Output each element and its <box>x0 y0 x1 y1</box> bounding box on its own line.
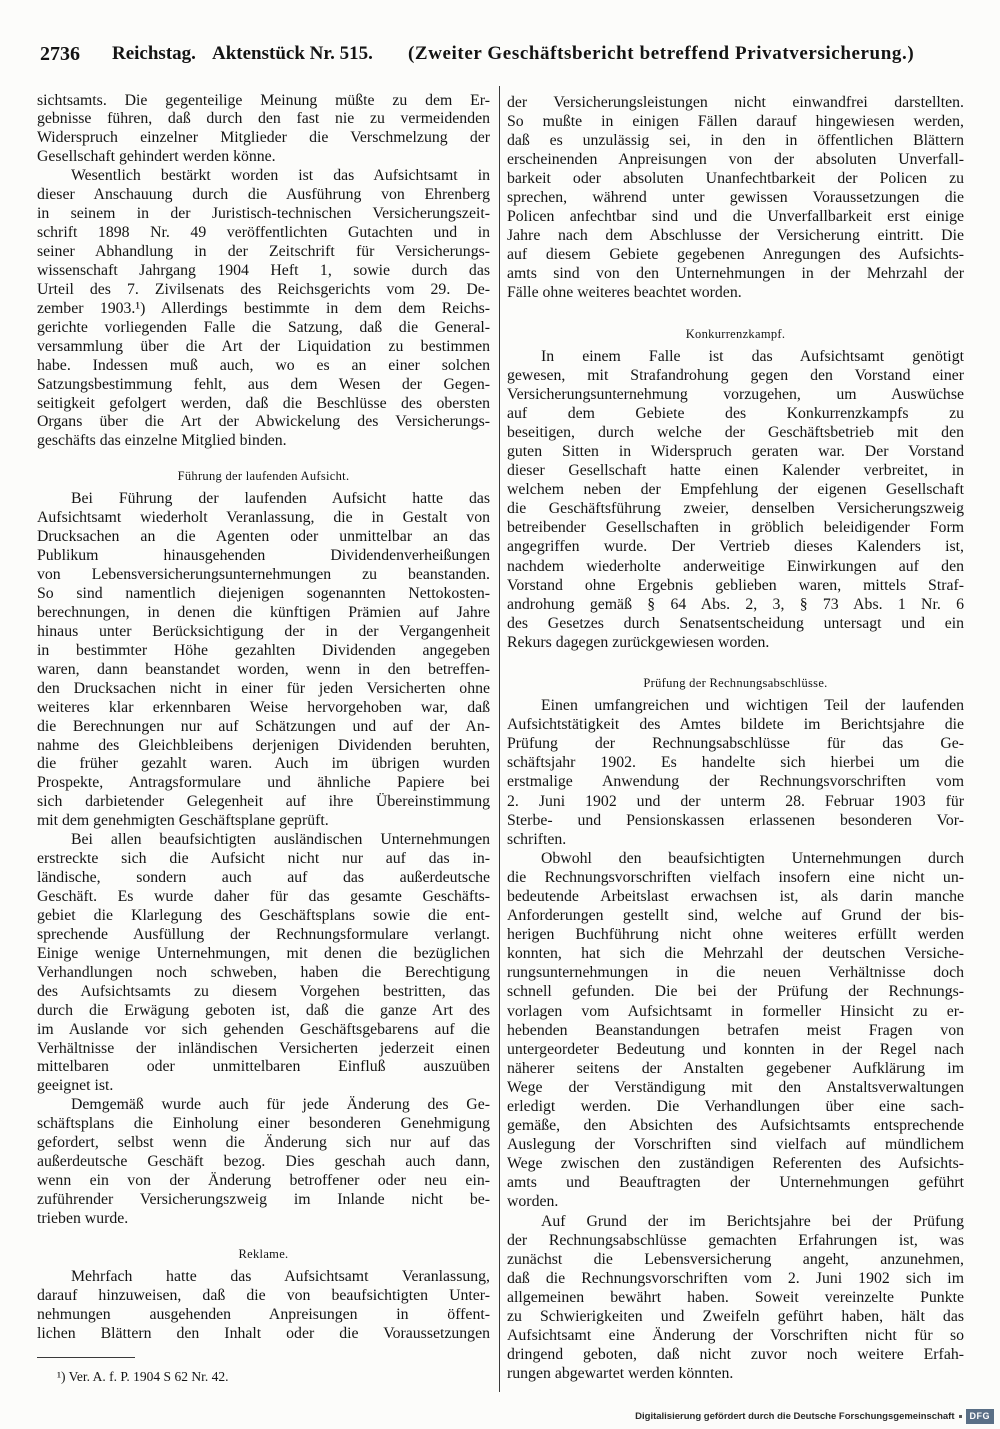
text-line: die Rechnungsvorschriften vielfach insofern eine nicht un- <box>507 868 964 886</box>
text-line: darauf hinzuweisen, daß die von beaufsichtigten Unter- <box>37 1286 490 1304</box>
text-line: rungsunternehmungen in die neuen Verhältnisse doch <box>507 964 964 982</box>
text-line: im Auslande vor sich gehenden Geschäftsgebarens auf die <box>37 1020 490 1038</box>
section-heading: Führung der laufenden Aufsicht. <box>177 469 350 484</box>
paragraph <box>507 93 964 303</box>
paragraph <box>507 849 964 1212</box>
text-line: Aufsichtstätigkeit des Amtes bildete im Berichtsjahre die <box>507 716 964 734</box>
text-line: Einen umfangreichen und wichtigen Teil der laufenden <box>541 697 964 715</box>
text-line: weiteres klar erkennbaren Weise hervorgehoben war, daß <box>37 698 490 716</box>
text-line: zu Schwierigkeiten und Zweifeln geführt haben, hält das <box>507 1308 964 1326</box>
text-line: die Geschäftsführung zweier, denselben Versicherungszweig <box>507 500 964 518</box>
text-line: So mußte in einigen Fällen darauf hingewiesen werden, <box>507 112 964 130</box>
section <box>507 652 964 1383</box>
text-line: Mehrfach hatte das Aufsichtsamt Veranlassung, <box>71 1267 490 1285</box>
section-heading: Prüfung der Rechnungsabschlüsse. <box>643 676 828 691</box>
text-line: der Rechnungsabschlüsse gemachten Erfahrungen ist, was <box>507 1231 964 1249</box>
page-number: 2736 <box>40 43 80 65</box>
text-line: sich darbietender Gelegenheit auf ihre Übereinstimmung <box>37 793 490 811</box>
text-line: mit dem genehmigten Geschäftsplane geprüft. <box>37 812 329 830</box>
paragraph <box>507 1212 964 1384</box>
text-line: guten Sitten in Widerspruch geraten war. Der Vorstand <box>507 443 964 460</box>
text-line: 2. Juni 1902 und der unterm 28. Februar 1903 für <box>507 792 964 810</box>
text-line: Wege der Verständigung mit den Anstaltsverwaltungen <box>507 1078 964 1096</box>
text-line: untergeordeter Bedeutung und konnten in der Regel nach <box>507 1040 964 1058</box>
text-line: Vorstand ohne Ergebnis geblieben waren, mittels Straf- <box>507 576 964 594</box>
text-line: wissenschaft Jahrgang 1904 Heft 1, sowie durch das <box>37 261 490 279</box>
footnote-rule <box>37 1357 135 1358</box>
dfg-logo-icon: DFG <box>966 1409 995 1424</box>
text-line: Drucksachen an die Agenten oder unmittelbar an das <box>37 528 490 546</box>
text-line: Obwohl den beaufsichtigten Unternehmungen durch <box>541 849 964 867</box>
text-line: Demgemäß wurde auch für jede Änderung des Ge- <box>71 1096 490 1114</box>
text-line: vorlagen vom Aufsichtsamt in formeller Hinsicht zu er- <box>507 1002 964 1020</box>
text-line: geeignet ist. <box>37 1077 114 1095</box>
text-line: Geschäft. Es wurde daher für das gesamte Geschäfts- <box>37 888 490 905</box>
text-line: betreibender Gesellschaften in gröblich beleidigender Form <box>507 519 964 537</box>
text-line: amts sind von den Unternehmungen in der Mehrzahl der <box>507 265 964 283</box>
text-line: zember 1903.¹) Allerdings bestimmte in dem dem Reichs- <box>37 299 490 317</box>
text-line: Auf Grund der im Berichtsjahre bei der Prüfung <box>541 1212 964 1230</box>
text-line: trieben wurde. <box>37 1209 129 1227</box>
section <box>37 1229 490 1344</box>
section-heading: Reklame. <box>238 1246 289 1261</box>
text-line: Widerspruch einzelner Mitglieder die Verschmelzung der <box>37 129 490 147</box>
text-line: habe. Indessen muß auch, wo es an einer solchen <box>37 356 490 374</box>
text-line: seitigkeit gefolgert werden, daß die Beschlüsse des obersten <box>37 394 490 412</box>
text-line: sprechen, während unter gewissen Voraussetzungen die <box>507 188 964 206</box>
text-line: allgemeinen bewährt haben. Soweit vereinzelte Punkte <box>507 1288 964 1306</box>
text-line: wenn ein von der Änderung betroffener oder neu ein- <box>37 1172 490 1190</box>
text-line: Verhältnisse der inländischen Versicherten jederzeit einen <box>37 1039 490 1057</box>
text-line: außerdeutsche Geschäft bezog. Dies geschah auch dann, <box>37 1153 490 1171</box>
text-line: den Drucksachen nicht in einer für jeden Versicherten ohne <box>37 679 490 697</box>
text-line: gebnisse führen, daß durch den fast nie zu vermeidenden <box>37 110 490 128</box>
text-line: gewesen, mit Strafandrohung gegen den Vorstand einer <box>507 366 964 384</box>
text-line: Organs über die Art der Abwickelung des Versicherungs- <box>37 413 490 431</box>
text-line: Publikum hinausgehenden Dividendenverheißungen <box>37 547 490 565</box>
running-title: Reichstag. <box>112 43 196 64</box>
text-line: zuführender Versicherungszweig im Inlande nicht be- <box>37 1191 490 1208</box>
paragraph <box>37 490 490 831</box>
text-line: schäftsplans die Einholung einer besonderen Genehmigung <box>37 1115 490 1133</box>
text-line: erledigt werden. Die Verhandlungen über eine sach- <box>507 1098 964 1115</box>
text-line: Bei allen beaufsichtigten ausländischen Unternehmungen <box>71 831 490 849</box>
text-line: Policen anfechtbar sind und die Unverfallbarkeit erst einige <box>507 208 964 226</box>
text-line: in seinem in der Juristisch-technischen Versicherungszeit- <box>37 205 490 223</box>
text-line: ländische, sondern auch auf das außerdeutsche <box>37 869 490 887</box>
text-line: gebiet die Klarlegung des Geschäftsplans sowie die ent- <box>37 906 490 924</box>
section <box>507 93 964 303</box>
text-line: konnten, hat sich die Mehrzahl der deutschen Versiche- <box>507 945 964 963</box>
text-line: schäftsjahr 1902. Es handelte sich hierbei um die <box>507 754 964 772</box>
text-line: auf dem Gebiete des Konkurrenzkampfs zu <box>507 404 964 422</box>
text-line: hebenden Beanstandungen betrafen meist Fragen von <box>507 1021 964 1039</box>
digitization-footer <box>635 1408 994 1425</box>
section <box>507 303 964 653</box>
text-line: die früher gezahlt waren. Auch im übrigen wurden <box>37 755 490 773</box>
text-line: beseitigen, durch welche der Geschäftsbetrieb mit den <box>507 423 964 441</box>
text-line: Wege zwischen den zuständigen Referenten des Aufsichts- <box>507 1155 964 1173</box>
document-subtitle: (Zweiter Geschäftsbericht betreffend Privatversicherung.) <box>408 43 915 64</box>
text-line: erstreckte sich die Aufsicht nicht nur auf das in- <box>37 850 490 868</box>
text-line: Einige wenige Unternehmungen, mit denen die bezüglichen <box>37 944 490 962</box>
text-line: Wesentlich bestärkt worden ist das Aufsichtsamt in <box>71 167 490 185</box>
text-line: nehmungen ausgehenden Anpreisungen in öffent- <box>37 1305 490 1323</box>
footnote: ¹) Ver. A. f. P. 1904 S 62 Nr. 42. <box>57 1369 229 1384</box>
document-number: Aktenstück Nr. 515. <box>212 43 373 64</box>
text-line: nachdem wiederholte anderweitige Einwirkungen auf den <box>507 557 964 575</box>
paragraph <box>37 92 490 168</box>
section <box>37 451 490 1229</box>
text-line: der Versicherungsleistungen nicht einwandfrei darstellten. <box>507 93 964 111</box>
separator-dot <box>959 1415 962 1418</box>
text-line: dieser Gesellschaft hatte einen Kalender verbreitet, in <box>507 462 964 480</box>
text-line: Aufsichtsamt wiederholt Veranlassung, die in Gestalt von <box>37 509 490 527</box>
text-line: gefordert, selbst wenn die Änderung sich nur auf das <box>37 1134 490 1152</box>
text-line: waren, dann beanstandet worden, wenn in den betreffen- <box>37 660 490 678</box>
text-line: von Lebensversicherungsunternehmungen zu beanstanden. <box>37 566 490 584</box>
text-line: In einem Falle ist das Aufsichtsamt genötigt <box>541 347 964 365</box>
text-line: sichtsamts. Die gegenteilige Meinung müßte zu dem Er- <box>37 91 490 109</box>
right-column <box>507 93 964 1384</box>
text-line: Prüfung der Rechnungsabschlüsse für das Ge- <box>507 735 964 753</box>
text-line: Fälle ohne weiteres beachtet worden. <box>507 284 742 302</box>
text-line: rungen abgewartet werden könnten. <box>507 1365 734 1383</box>
text-line: versammlung über die Art der Liquidation zu bestimmen <box>37 337 490 355</box>
text-line: Sterbe- und Pensionskassen erlassenen besonderen Vor- <box>507 811 964 829</box>
text-line: Prospekte, Antragsformulare und ähnliche Papiere bei <box>37 774 490 792</box>
text-line: dieser Anschauung durch die Ausführung von Ehrenberg <box>37 186 490 204</box>
paragraph <box>507 347 964 653</box>
text-line: näherer seitens der Anstalten gegebener Aufklärung im <box>507 1059 964 1077</box>
text-line: Aufsichtsamt eine Änderung der Vorschriften nicht für so <box>507 1327 964 1345</box>
text-line: Gesellschaft gehindert werden könne. <box>37 148 276 166</box>
paragraph <box>37 167 490 451</box>
text-line: herigen Buchführung nicht ohne weiteres erfüllt werden <box>507 926 964 944</box>
column-divider <box>499 86 500 1392</box>
text-line: bedeutende Arbeitslast erwachsen ist, als darin manche <box>507 887 964 905</box>
text-line: schnell gefunden. Die bei der Prüfung der Rechnungs- <box>507 983 964 1001</box>
paragraph <box>37 1096 490 1229</box>
text-line: nahme des Gleichbleibens derjenigen Dividenden beruhten, <box>37 736 490 754</box>
section-heading: Konkurrenzkampf. <box>685 326 786 341</box>
footer-credit: Digitalisierung gefördert durch die Deutsche Forschungsgemeinschaft <box>635 1411 955 1422</box>
text-line: erstmalige Anwendung der Rechnungsvorschriften vom <box>507 773 964 791</box>
text-line: erscheinenden Anpreisungen von der absoluten Unverfall- <box>507 150 964 168</box>
text-line: Bei Führung der laufenden Aufsicht hatte das <box>71 490 490 508</box>
text-line: Jahre nach dem Abschlusse der Versicherung eintritt. Die <box>507 227 964 245</box>
text-line: schrift 1898 Nr. 49 veröffentlichten Gutachten und in <box>37 224 490 242</box>
text-line: amts und Beauftragten der Unternehmungen geführt <box>507 1174 964 1192</box>
text-line: Verhandlungen noch schweben, haben die Berechtigung <box>37 963 490 981</box>
text-line: berechnungen, in denen die künftigen Prämien auf Jahre <box>37 603 490 621</box>
text-line: durch die Erwägung geboten ist, daß die ganze Art des <box>37 1001 490 1019</box>
text-line: So sind namentlich diejenigen sogenannten Nettokosten- <box>37 585 490 602</box>
text-line: seiner Abhandlung in der Zeitschrift für Versicherungs- <box>37 243 490 260</box>
left-column <box>37 92 490 1344</box>
text-line: Anforderungen gestellt sind, welche auf Grund der bis- <box>507 907 964 925</box>
text-line: geschäfts das einzelne Mitglied binden. <box>37 432 287 450</box>
text-line: gerichte vorliegenden Falle die Satzung, daß die General- <box>37 318 490 336</box>
section <box>37 92 490 452</box>
text-line: Auslegung der Vorschriften sind vielfach auf mündlichem <box>507 1136 964 1154</box>
text-line: die Berechnungen nur auf Schätzungen und auf der An- <box>37 717 490 735</box>
text-line: hinaus unter Berücksichtigung der in der Vergangenheit <box>37 622 490 640</box>
text-line: androhung gemäß § 64 Abs. 2, 3, § 73 Abs. 1 Nr. 6 <box>507 595 964 613</box>
text-line: schriften. <box>507 830 567 848</box>
text-line: gemäße, den Absichten des Aufsichtsamts entsprechende <box>507 1117 964 1135</box>
text-line: Satzungsbestimmung fehlt, aus dem Wesen der Gegen- <box>37 375 490 393</box>
text-line: auf diesem Gebiete gegebenen Anregungen des Aufsichts- <box>507 246 964 264</box>
text-line: Rekurs dagegen zurückgewiesen worden. <box>507 633 770 651</box>
text-line: daß es unzulässig sei, in den in öffentlichen Blättern <box>507 131 964 149</box>
text-line: mittelbaren oder unmittelbaren Einfluß auszuüben <box>37 1058 490 1076</box>
text-line: lichen Blättern den Inhalt oder die Voraussetzungen <box>37 1324 490 1342</box>
text-line: Versicherungsunternehmung vorzugehen, um Auswüchse <box>507 385 964 403</box>
paragraph <box>37 1268 490 1344</box>
text-line: welchem neben der Empfehlung der eigenen Gesellschaft <box>507 481 964 499</box>
text-line: worden. <box>507 1193 559 1211</box>
text-line: barkeit oder absoluten Unanfechtbarkeit der Policen zu <box>507 169 964 187</box>
paragraph <box>507 696 964 849</box>
text-line: zunächst die Lebensversicherung angeht, anzunehmen, <box>507 1250 964 1268</box>
text-line: daß die Rechnungsvorschriften vom 2. Juni 1902 sich im <box>507 1269 964 1287</box>
text-line: in bestimmter Höhe gezahlten Dividenden angegeben <box>37 641 490 659</box>
text-line: sprechende Ausfüllung der Rechnungsformulare verlangt. <box>37 925 490 943</box>
text-line: des Aufsichtsamts zu diesem Vorgehen bestritten, das <box>37 982 490 1000</box>
text-line: dringend geboten, daß nicht zuvor noch weitere Erfah- <box>507 1346 964 1364</box>
text-line: angegriffen wurde. Der Vertrieb dieses Kalenders ist, <box>507 538 964 556</box>
text-line: Urteil des 7. Zivilsenats des Reichsgerichts vom 29. De- <box>37 280 490 298</box>
paragraph <box>37 831 490 1096</box>
text-line: des Gesetzes durch Senatsentscheidung untersagt und ein <box>507 614 964 632</box>
